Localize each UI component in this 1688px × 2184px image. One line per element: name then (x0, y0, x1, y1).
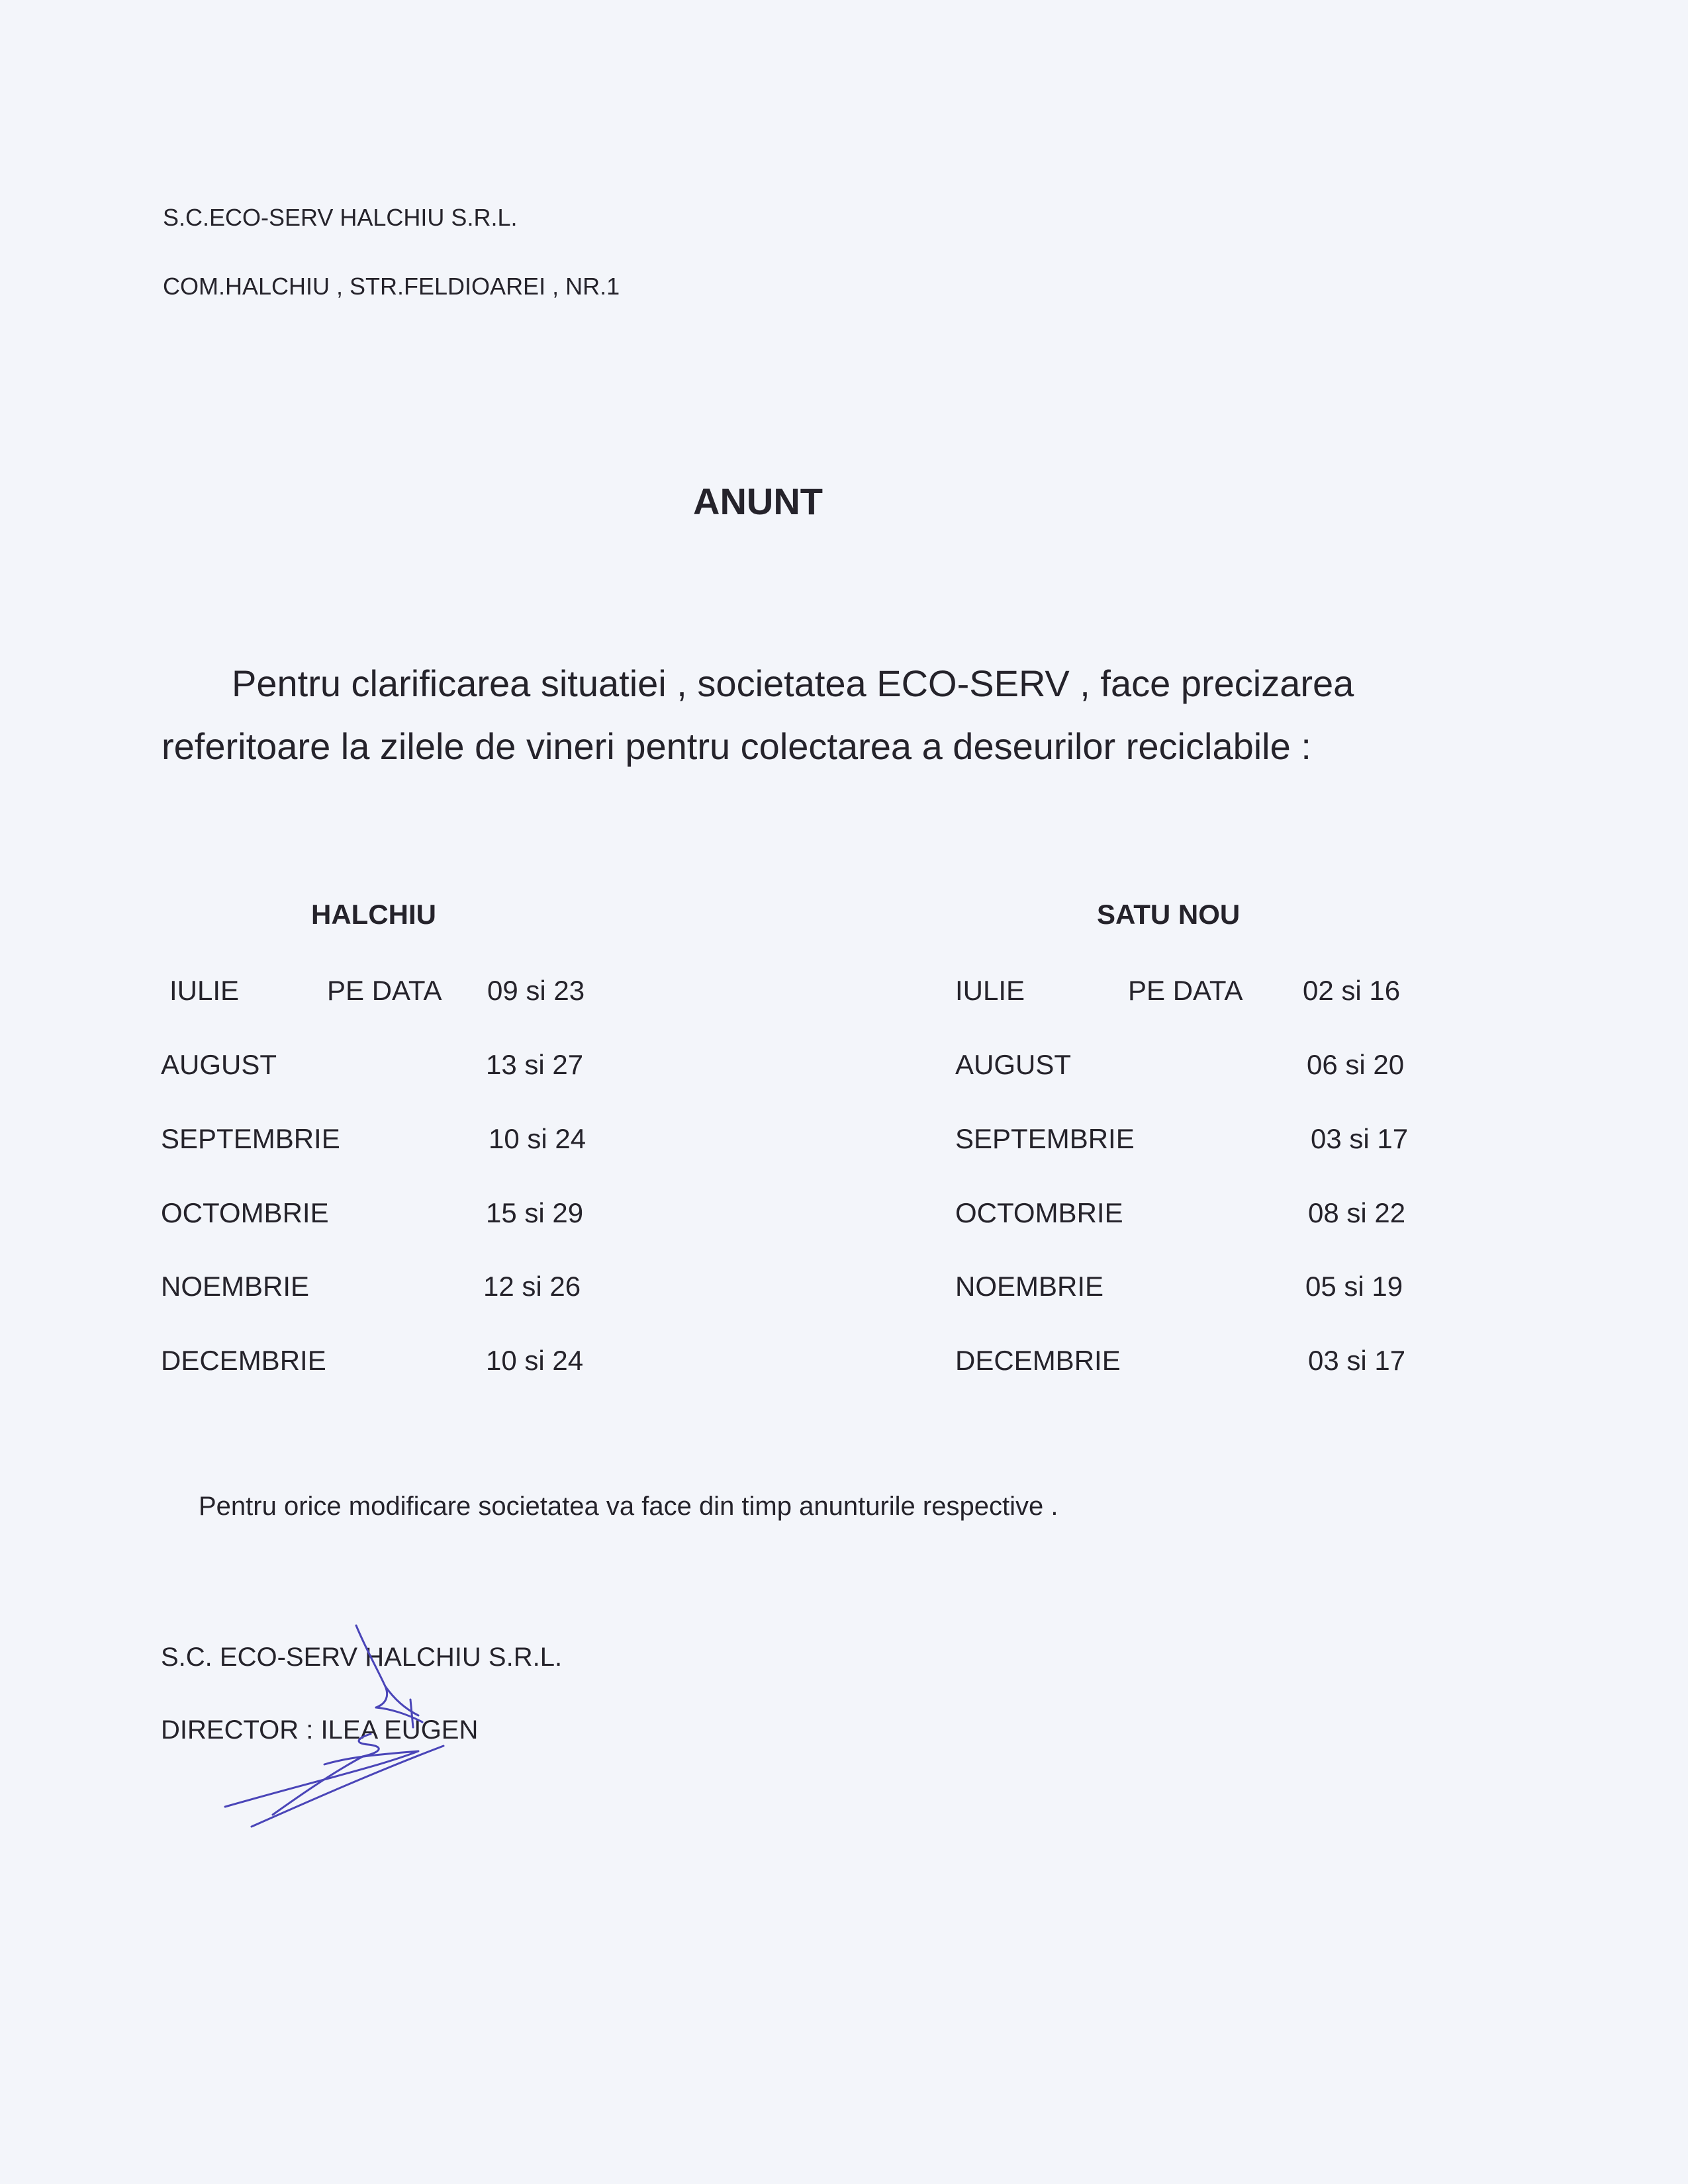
satu-nou-heading: SATU NOU (1097, 899, 1241, 930)
satu-nou-dates: 02 si 16 (1303, 975, 1401, 1006)
halchiu-month: SEPTEMBRIE (161, 1123, 340, 1154)
satu-nou-pe-data-label: PE DATA (1128, 975, 1243, 1006)
halchiu-month: IULIE (169, 975, 240, 1006)
halchiu-dates: 13 si 27 (486, 1049, 584, 1080)
satu-nou-month: IULIE (955, 975, 1025, 1006)
halchiu-month: AUGUST (161, 1049, 277, 1080)
halchiu-dates: 12 si 26 (483, 1271, 581, 1302)
halchiu-dates: 09 si 23 (487, 975, 585, 1006)
satu-nou-month: OCTOMBRIE (955, 1197, 1123, 1228)
company-address: COM.HALCHIU , STR.FELDIOAREI , NR.1 (163, 273, 620, 300)
satu-nou-dates: 06 si 20 (1307, 1049, 1405, 1080)
document-title: ANUNT (693, 480, 823, 522)
intro-line-1: Pentru clarificarea situatiei , societatea ECO-SERV , face precizarea (232, 662, 1354, 704)
satu-nou-dates: 05 si 19 (1305, 1271, 1403, 1302)
halchiu-dates: 10 si 24 (486, 1345, 584, 1376)
company-name: S.C.ECO-SERV HALCHIU S.R.L. (163, 204, 518, 231)
satu-nou-month: DECEMBRIE (955, 1345, 1121, 1376)
halchiu-dates: 10 si 24 (489, 1123, 586, 1154)
halchiu-month: NOEMBRIE (161, 1271, 310, 1302)
satu-nou-month: SEPTEMBRIE (955, 1123, 1135, 1154)
halchiu-pe-data-label: PE DATA (327, 975, 442, 1006)
signature-company: S.C. ECO-SERV HALCHIU S.R.L. (161, 1643, 563, 1672)
handwritten-signature (212, 1615, 490, 1880)
halchiu-heading: HALCHIU (311, 899, 436, 930)
halchiu-month: OCTOMBRIE (161, 1197, 329, 1228)
signature-director: DIRECTOR : ILEA EUGEN (161, 1715, 479, 1745)
satu-nou-month: NOEMBRIE (955, 1271, 1104, 1302)
halchiu-month: DECEMBRIE (161, 1345, 326, 1376)
halchiu-dates: 15 si 29 (486, 1197, 584, 1228)
satu-nou-month: AUGUST (955, 1049, 1072, 1080)
closing-note: Pentru orice modificare societatea va face din timp anunturile respective . (199, 1492, 1058, 1521)
satu-nou-dates: 03 si 17 (1311, 1123, 1409, 1154)
intro-line-2: referitoare la zilele de vineri pentru colectarea a deseurilor reciclabile : (162, 725, 1311, 767)
satu-nou-dates: 03 si 17 (1308, 1345, 1406, 1376)
satu-nou-dates: 08 si 22 (1308, 1197, 1406, 1228)
